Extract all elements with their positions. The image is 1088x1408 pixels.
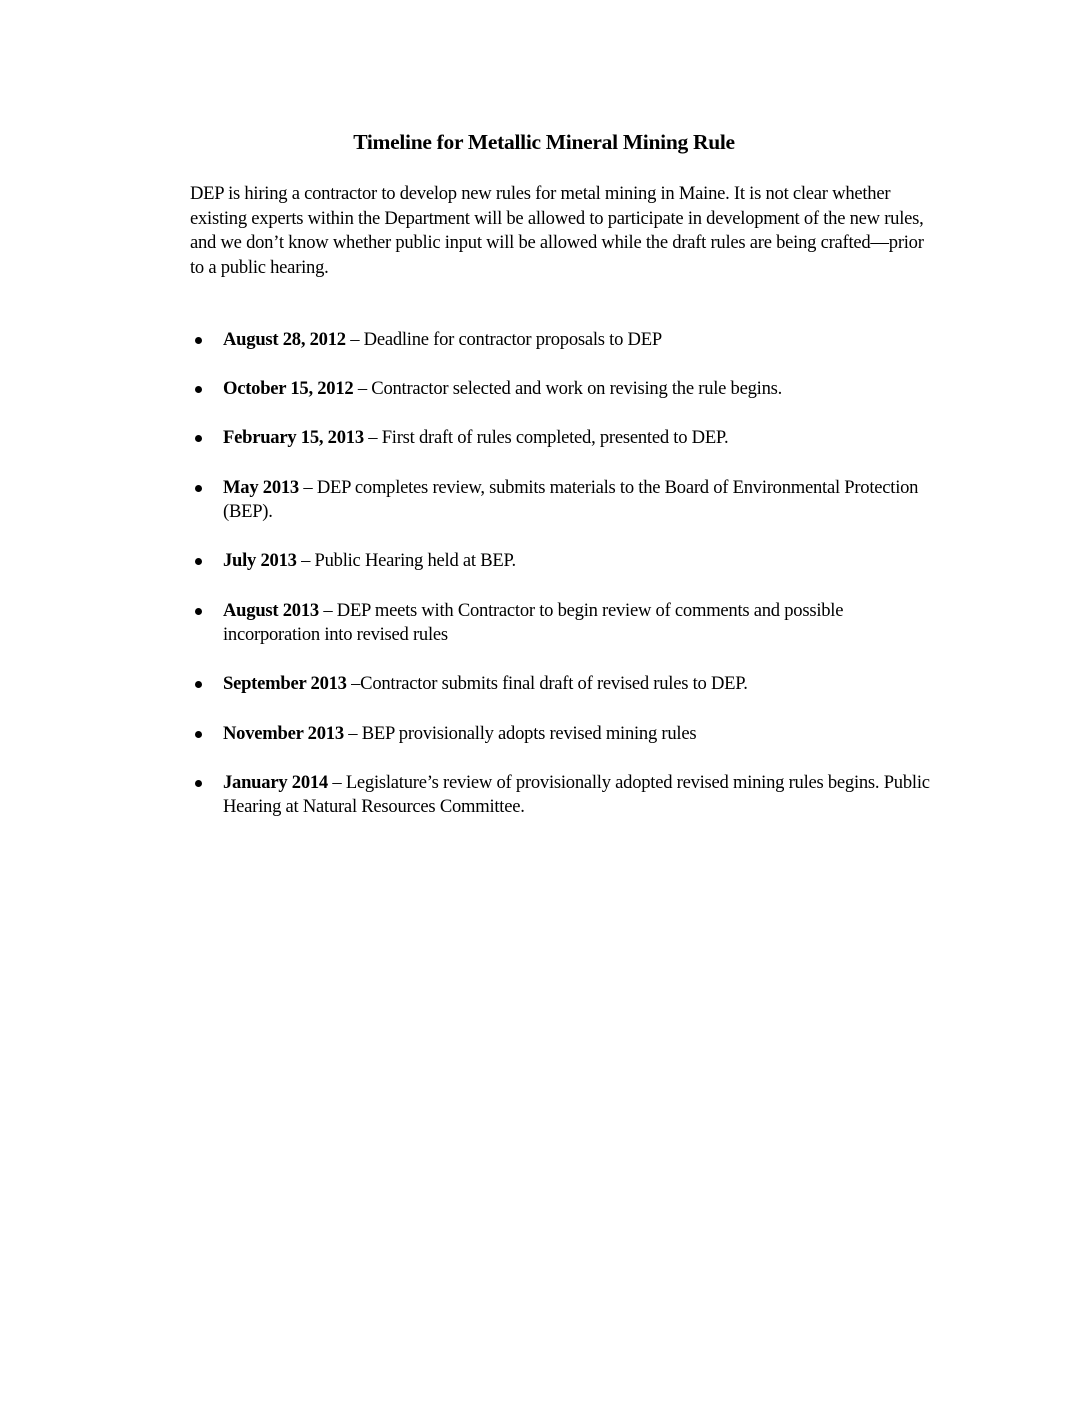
timeline-separator: – [327,771,346,793]
document-title [0,130,1088,155]
timeline-item [190,549,930,574]
bullet-icon [195,608,202,615]
bullet-icon [195,780,202,787]
bullet-icon [195,337,202,344]
timeline-item [190,722,930,747]
timeline-text: First draft of rules completed, presented to DEP. [381,427,729,449]
timeline-separator: – [318,599,337,621]
timeline-date: August 28, 2012 [223,329,346,350]
timeline-date: July 2013 [223,550,297,572]
timeline-text: Contractor selected and work on revising the rule begins. [371,378,782,400]
timeline-separator: – [346,673,361,695]
timeline-date: May 2013 [223,476,299,498]
timeline-text: Public Hearing held at BEP. [314,550,516,572]
bullet-icon [195,386,202,393]
bullet-icon [195,435,202,442]
timeline-text: Deadline for contractor proposals to DEP [363,329,662,350]
bullet-icon [195,681,202,688]
timeline-date: September 2013 [223,673,347,695]
timeline-separator: – [343,722,362,744]
bullet-icon [195,485,202,492]
timeline-item [190,426,930,451]
timeline-separator: – [345,329,364,350]
timeline-date: August 2013 [223,599,319,621]
bullet-icon [195,731,202,738]
timeline-text: Legislature’s review of provisionally adopted revised mining rules begins. Public Hearing at Natural Resources Committee. [223,771,930,818]
timeline-text: DEP completes review, submits materials to the Board of Environmental Protection (BEP). [223,476,919,523]
timeline-item [190,476,930,525]
document-title-text: Timeline for Metallic Mineral Mining Rule [353,130,735,154]
timeline-separator: – [298,476,317,498]
bullet-icon [195,558,202,565]
timeline-item [190,328,930,353]
timeline-text: BEP provisionally adopts revised mining rules [361,722,697,744]
timeline-separator: – [296,550,315,572]
timeline-text: DEP meets with Contractor to begin review of comments and possible incorporation into revised rules [223,599,844,646]
timeline-date: November 2013 [223,722,344,744]
timeline-separator: – [353,378,372,400]
timeline-item [190,599,930,648]
timeline-separator: – [363,427,382,449]
timeline-list [190,328,930,844]
timeline-date: February 15, 2013 [223,427,364,449]
intro-paragraph: DEP is hiring a contractor to develop new rules for metal mining in Maine. It is not clear whether existing experts within the Department will be allowed to participate in development of the new rules, and we don’t know whether public input will be allowed while the draft rules are being crafted—prior to a public hearing. [190,183,924,278]
timeline-item [190,377,930,402]
timeline-text: Contractor submits final draft of revised rules to DEP. [360,673,748,695]
timeline-item [190,771,930,820]
timeline-date: January 2014 [223,771,328,793]
timeline-item [190,672,930,697]
timeline-date: October 15, 2012 [223,378,354,400]
